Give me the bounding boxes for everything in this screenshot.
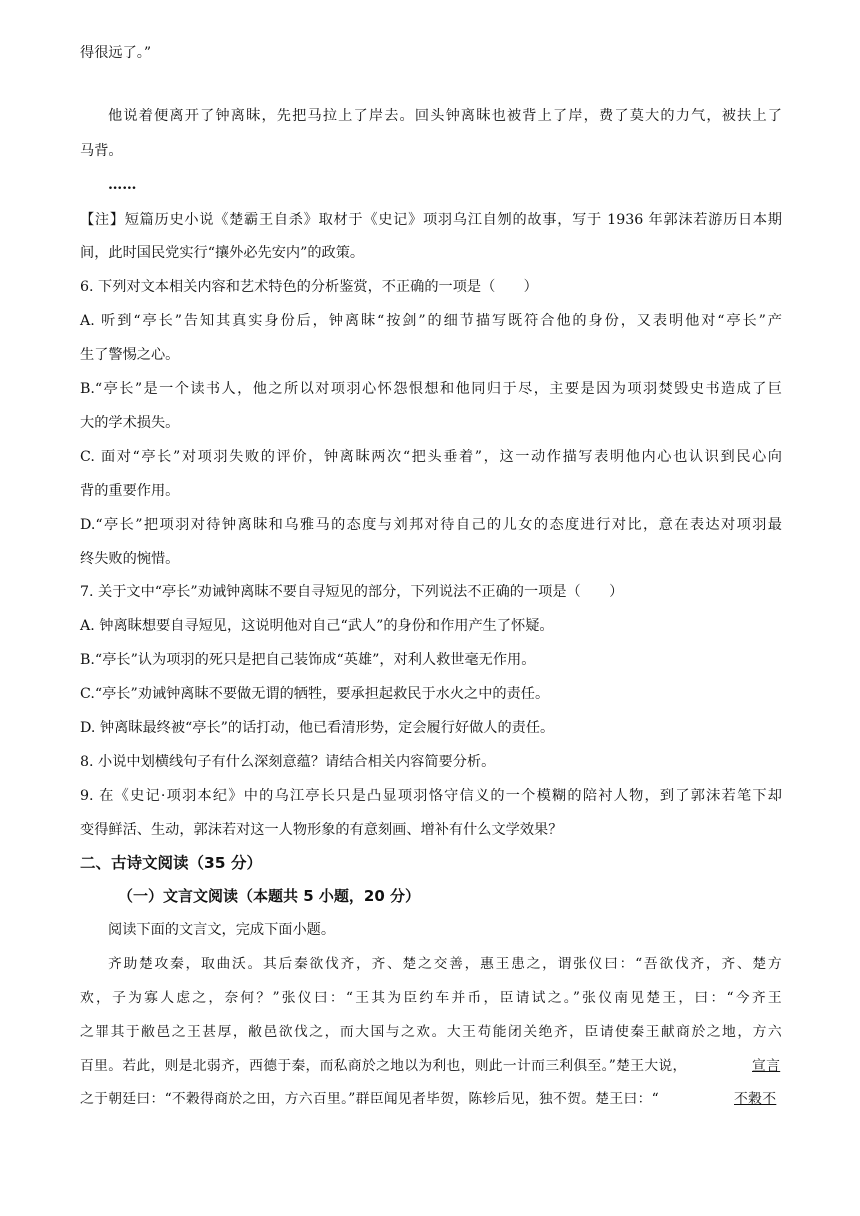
option-c-cont: 背的重要作用。 <box>80 483 180 499</box>
option-d: D. 钟离眜最终被“亭长”的话打动，他已看清形势，定会履行好做人的责任。 <box>80 720 555 736</box>
option-c: C.“亭长”劝诫钟离眜不要做无谓的牺牲，要承担起救民于水火之中的责任。 <box>80 686 550 702</box>
question-9-cont: 变得鲜活、生动，郭沫若对这一人物形象的有意刻画、增补有什么文学效果？ <box>80 822 563 838</box>
option-a: A. 钟离眜想要自寻短见，这说明他对自己“武人”的身份和作用产生了怀疑。 <box>80 618 554 634</box>
text-line: 得很远了。” <box>80 45 152 61</box>
option-a: A. 听到“亭长”告知其真实身份后，钟离眜“按剑”的细节描写既符合他的身份，又表明他对“亭长”产 <box>80 313 782 329</box>
option-b: B.“亭长”认为项羽的死只是把自己装饰成“英雄”，对利人救世毫无作用。 <box>80 652 536 668</box>
note-line: 间，此时国民党实行“攘外必先安内”的政策。 <box>80 245 365 261</box>
classical-text-line: 齐助楚攻秦，取曲沃。其后秦欲伐齐，齐、楚之交善，惠王患之，谓张仪曰：“吾欲伐齐，齐、楚方 <box>108 956 782 972</box>
classical-text-line: 之于朝廷曰：“不穀得商於之田，方六百里。”群臣闻见者毕贺，陈轸后见，独不贺。楚王曰：“ <box>80 1091 660 1107</box>
option-b-cont: 大的学术损失。 <box>80 415 180 431</box>
classical-text-line: 百里。若此，则是北弱齐，西德于秦，而私商於之地以为利也，则此一计而三利俱至。”楚王大说， <box>80 1058 687 1074</box>
option-d: D.“亭长”把项羽对待钟离眜和乌雅马的态度与刘邦对待自己的儿女的态度进行对比，意在表达对项羽最 <box>80 517 782 533</box>
question-8: 8. 小说中划横线句子有什么深刻意蕴？请结合相关内容简要分析。 <box>80 754 496 770</box>
classical-text-line: 之罪其于敝邑之王甚厚，敝邑欲伐之，而大国与之欢。大王苟能闭关绝齐，臣请使秦王献商於之地，方六 <box>80 1024 782 1040</box>
section-heading: 二、古诗文阅读（35 分） <box>80 854 262 872</box>
subsection-heading: （一）文言文阅读（本题共 5 小题，20 分） <box>118 887 420 905</box>
option-b: B.“亭长”是一个读书人，他之所以对项羽心怀怨恨想和他同归于尽，主要是因为项羽焚毁史书造成了巨 <box>80 381 782 397</box>
ellipsis: …… <box>108 177 137 193</box>
question-6: 6. 下列对文本相关内容和艺术特色的分析鉴赏，不正确的一项是（ ） <box>80 279 538 295</box>
option-c: C. 面对“亭长”对项羽失败的评价，钟离眜两次“把头垂着”，这一动作描写表明他内心也认识到民心向 <box>80 449 782 465</box>
underlined-phrase: 不穀不 <box>734 1091 777 1107</box>
option-d-cont: 终失败的惋惜。 <box>80 551 180 567</box>
classical-text-line: 欢，子为寡人虑之，奈何？”张仪曰：“王其为臣约车并币，臣请试之。”张仪南见楚王，曰：“今齐王 <box>80 990 782 1006</box>
question-7: 7. 关于文中“亭长”劝诫钟离眜不要自寻短见的部分，下列说法不正确的一项是（ ） <box>80 584 624 600</box>
instruction: 阅读下面的文言文，完成下面小题。 <box>108 922 336 938</box>
question-9: 9. 在《史记·项羽本纪》中的乌江亭长只是凸显项羽恪守信义的一个模糊的陪衬人物，到了郭沫若笔下却 <box>80 788 782 804</box>
text-line: 马背。 <box>80 143 123 159</box>
note-line: 【注】短篇历史小说《楚霸王自杀》取材于《史记》项羽乌江自刎的故事，写于 1936 年郭沫若游历日本期 <box>80 212 782 228</box>
underlined-word: 宣言 <box>752 1058 781 1074</box>
text-line: 他说着便离开了钟离眜，先把马拉上了岸去。回头钟离眜也被背上了岸，费了莫大的力气，被扶上了 <box>108 108 782 124</box>
option-a-cont: 生了警惕之心。 <box>80 347 180 363</box>
